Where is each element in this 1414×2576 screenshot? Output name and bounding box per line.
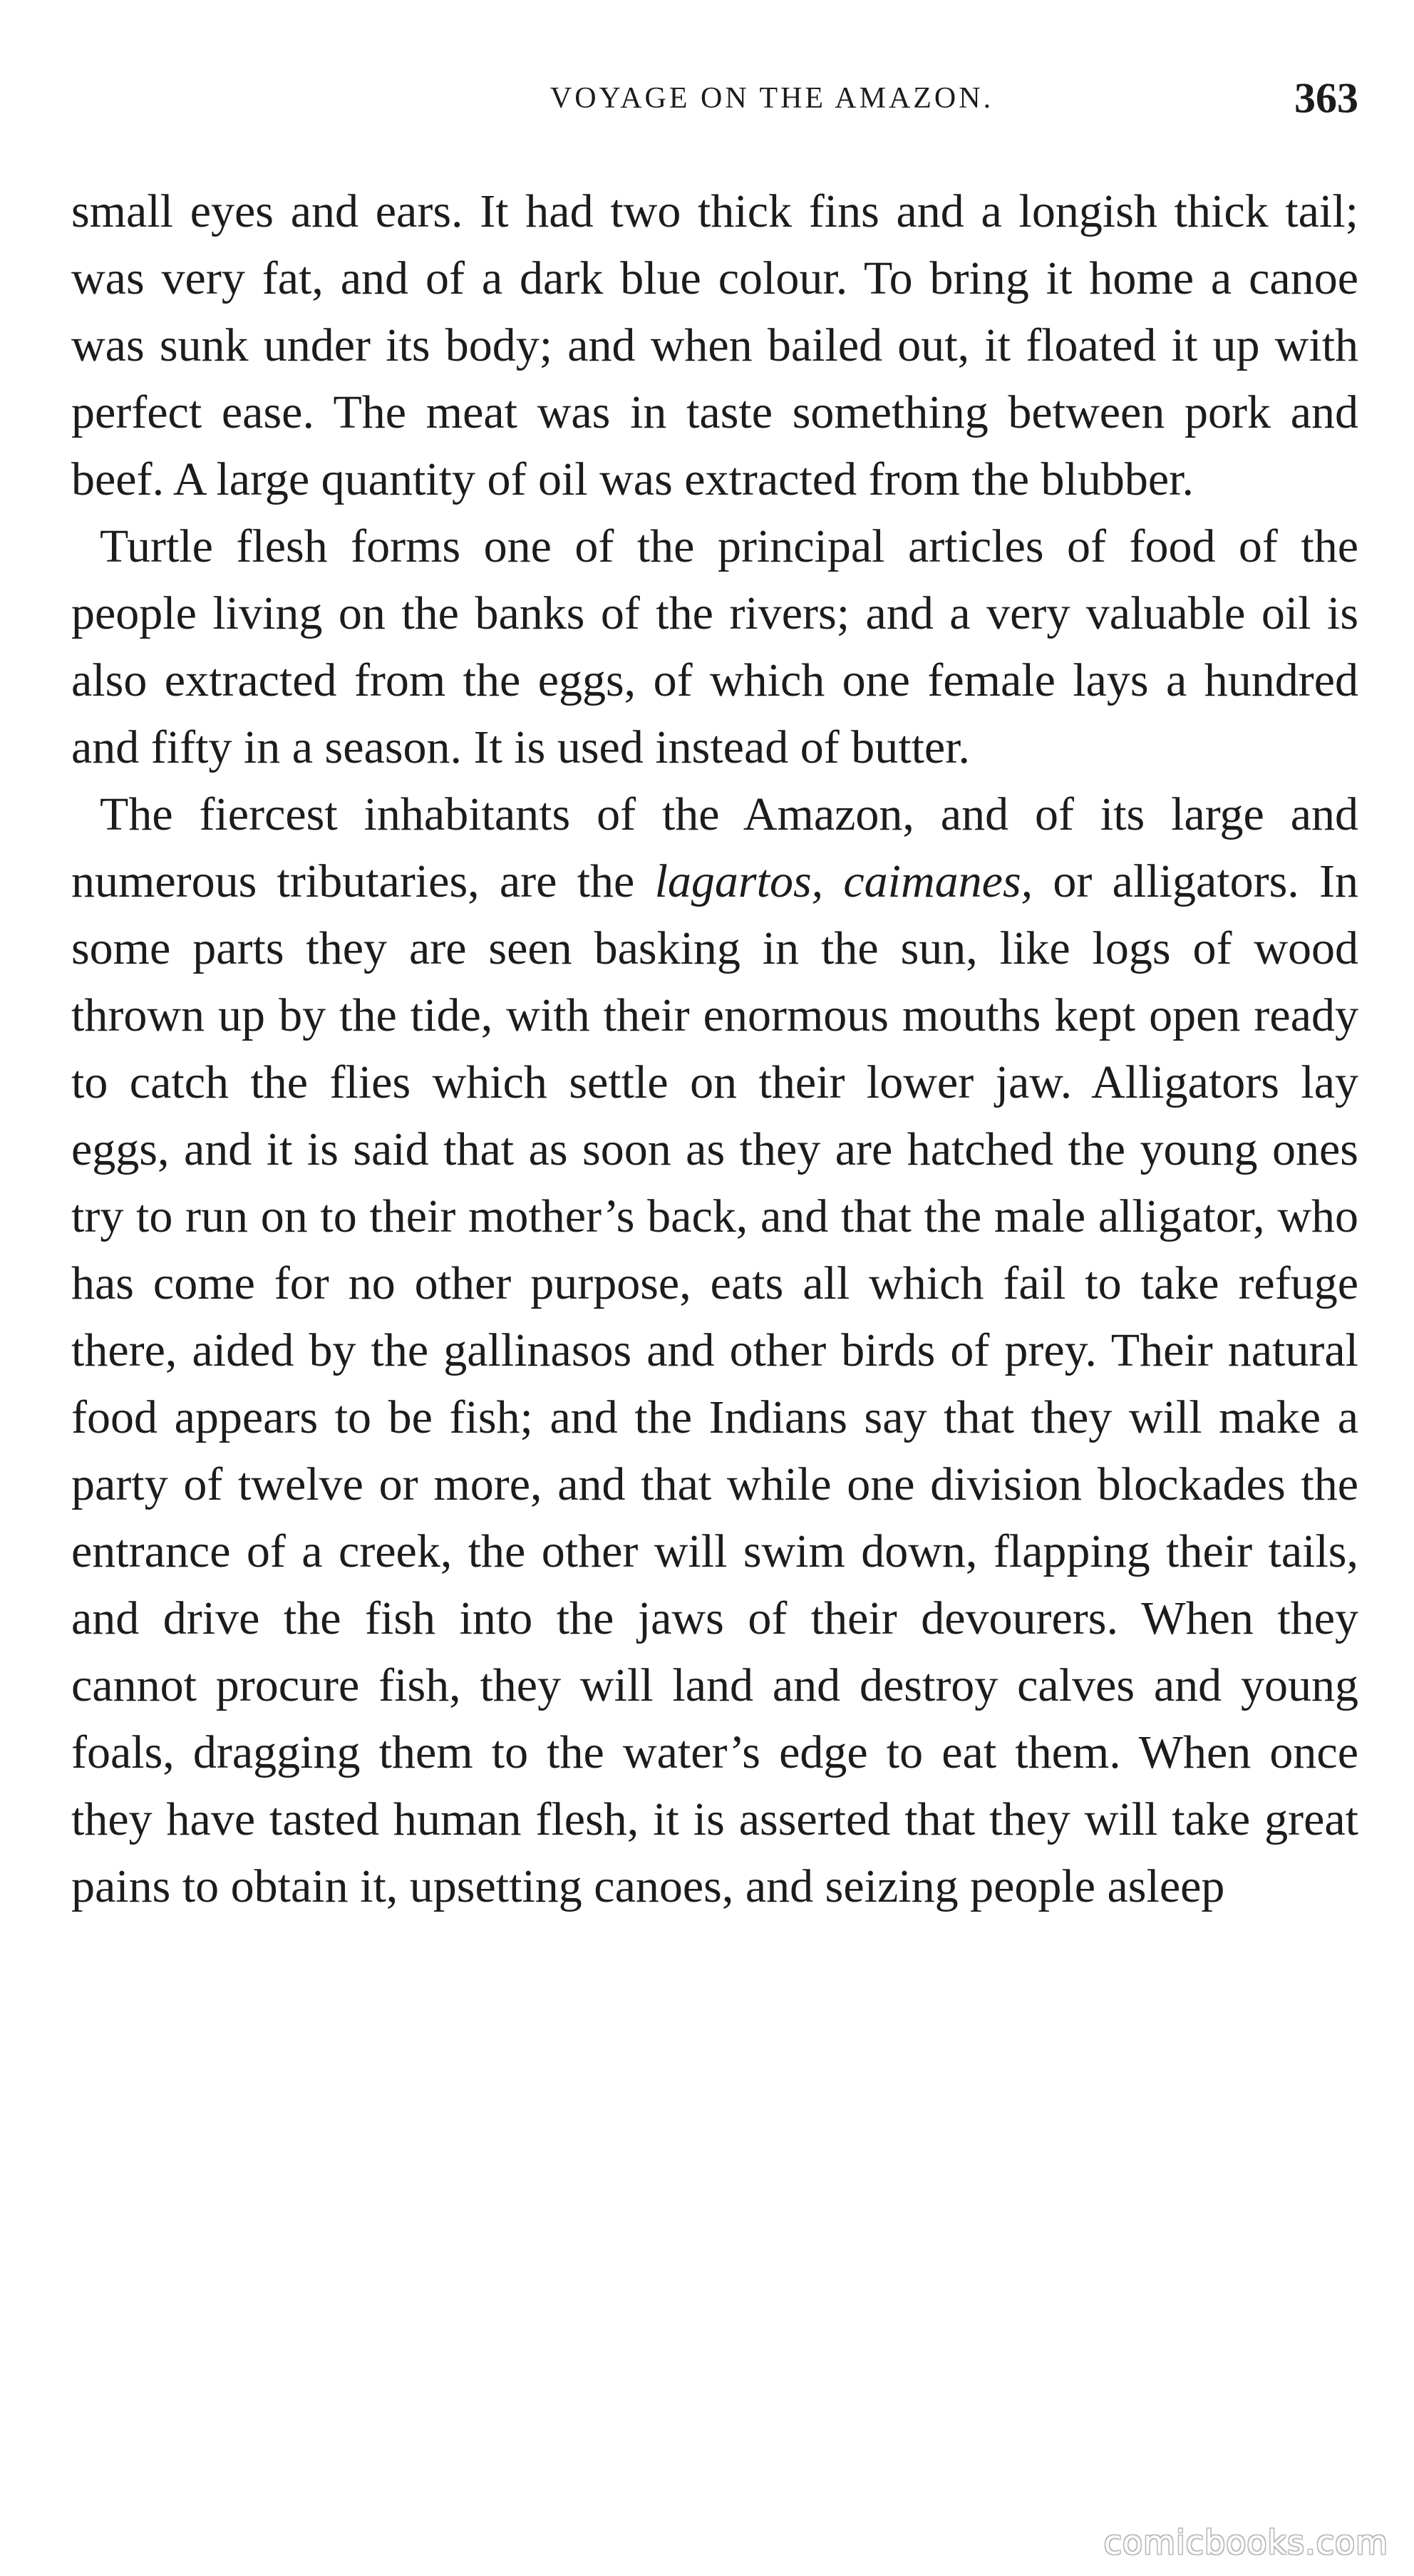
text-segment: Turtle flesh forms one of the principal articles of food of the people living on the banks of the rivers; and a very valuable oil is also extracted from the eggs, of which one female lays a hundred and fifty in a season. It is used instead of butter. [71,520,1358,773]
paragraph-3 [71,781,1358,1920]
page-header [71,56,1358,141]
paragraph-2 [71,513,1358,781]
paragraph-1 [71,178,1358,513]
text-segment: small eyes and ears. It had two thick fins and a longish thick tail; was very fat, and of a dark blue colour. To bring it home a canoe was sunk under its body; and when bailed out, it floated it up with perfect ease. The meat was in taste something between pork and beef. A large quantity of oil was extracted from the blubber. [71,185,1358,505]
watermark-logo: comicbooks.com [1103,2523,1388,2562]
body-text [71,178,1358,1920]
text-segment: The fiercest inhabitants of the Amazon, and of its large and numerous tributaries, are the [71,788,1358,907]
text-segment: or alligators. In some parts they are seen basking in the sun, like logs of wood thrown up by the tide, with their enormous mouths kept open ready to catch the flies which settle on their lower jaw. Alligators lay eggs, and it is said that as soon as they are hatched the young ones try to run on to their mother’s back, and that the male alligator, who has come for no other purpose, eats all which fail to take refuge there, aided by the gallinasos and other birds of prey. Their natural food appears to be fish; and the Indians say that they will make a party of twelve or more, and that while one division blockades the entrance of a creek, the other will swim down, flapping their tails, and drive the fish into the jaws of their devourers. When they cannot procure fish, they will land and destroy calves and young foals, dragging them to the water’s edge to eat them. When once they have tasted human flesh, it is asserted that they will take great pains to obtain it, upsetting canoes, and seizing people asleep [71,855,1358,1912]
page-number: 363 [1294,74,1358,122]
italic-term: lagartos, caimanes, [654,855,1033,907]
running-head: VOYAGE ON THE AMAZON. [549,82,994,115]
